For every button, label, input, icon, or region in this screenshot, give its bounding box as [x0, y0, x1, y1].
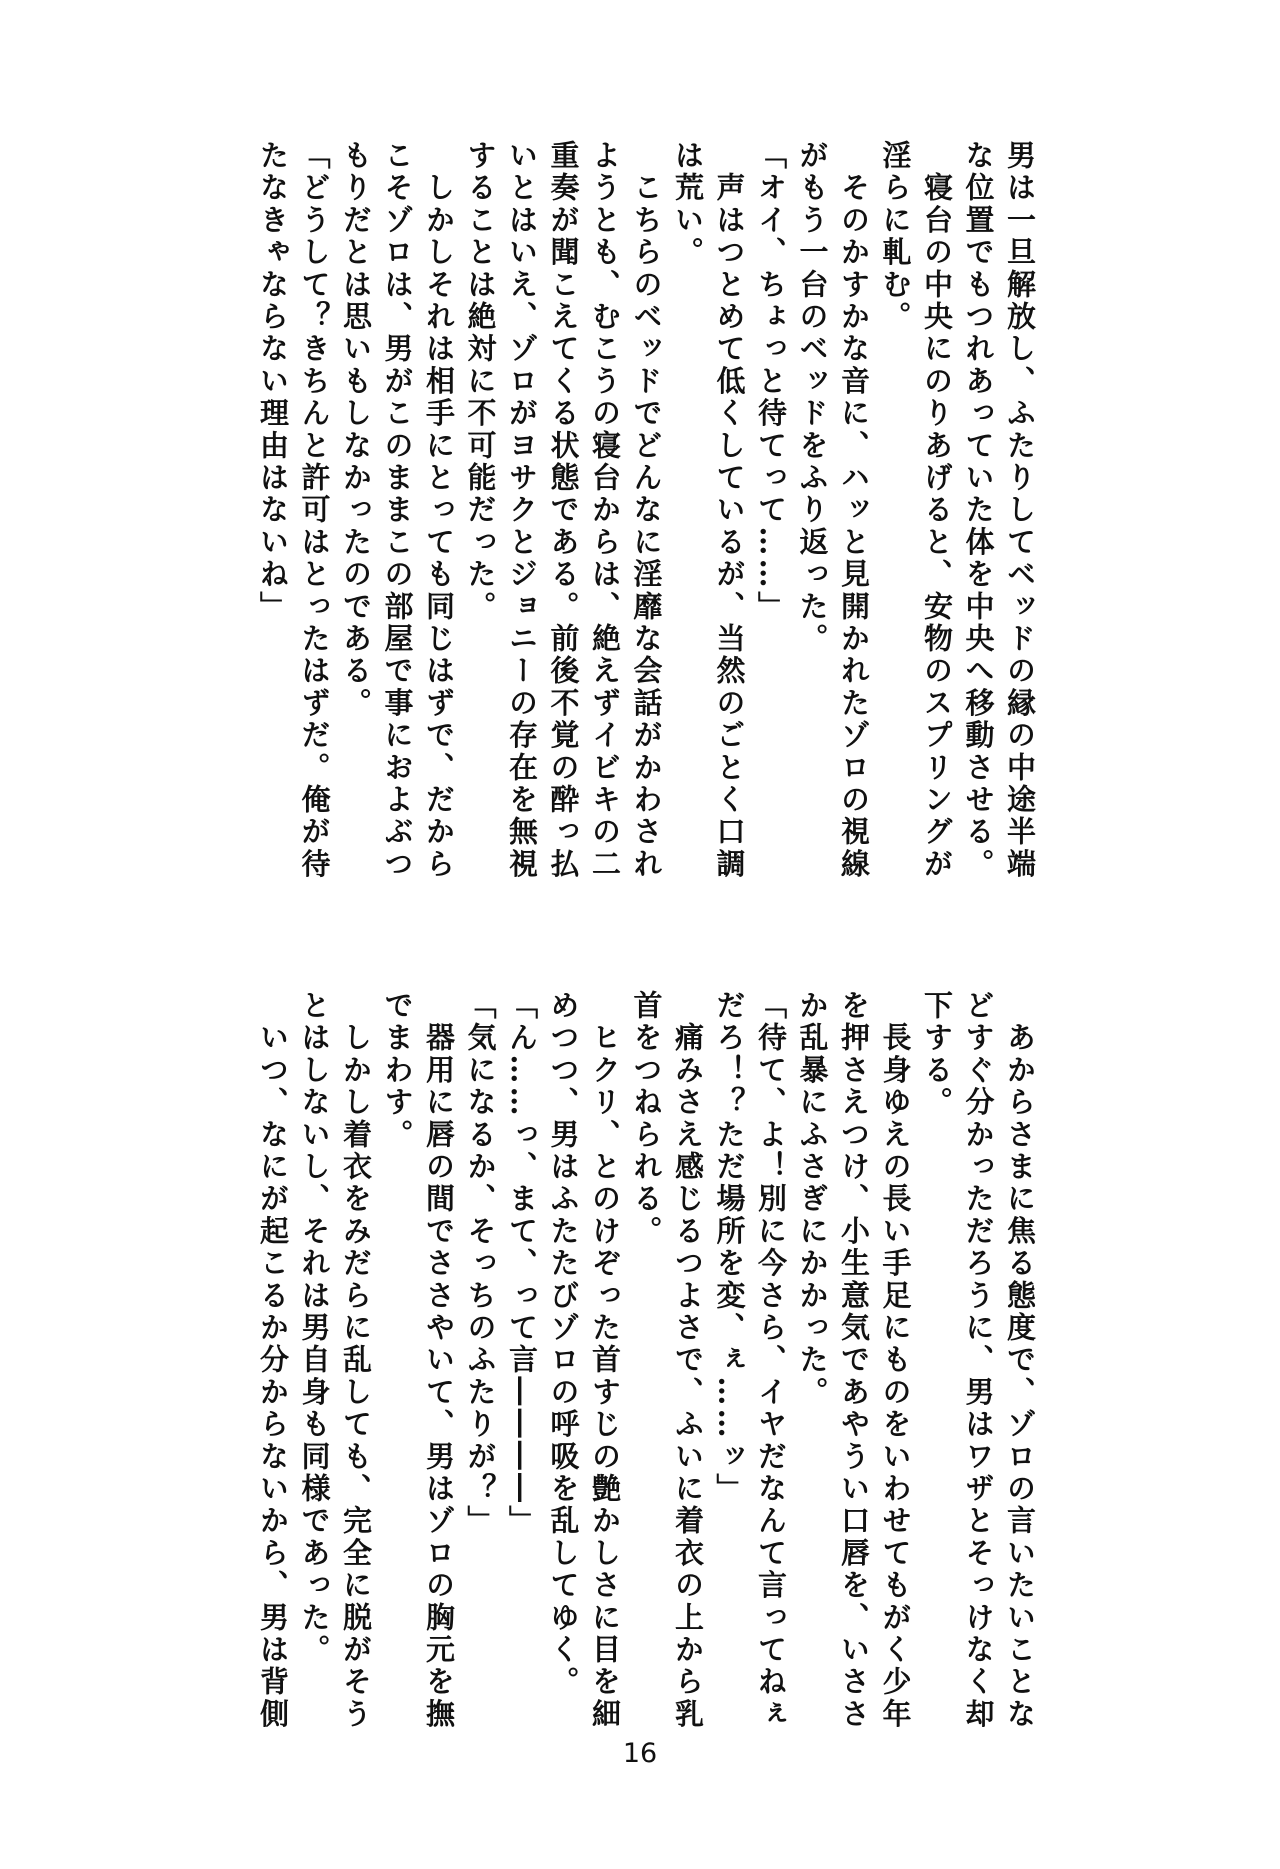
page-number: 16: [622, 1738, 658, 1769]
text-line: 淫らに軋む。: [878, 140, 913, 334]
text-line: 「オイ、ちょっと待てって……」: [754, 140, 788, 623]
text-line: ようとも、むこうの寝台からは、絶えずイビキの二: [588, 140, 622, 881]
text-line: 器用に唇の間でささやいて、男はゾロの胸元を撫: [422, 990, 456, 1731]
text-line: 「ん……っ、まて、って言――――」: [505, 990, 539, 1538]
text-line: こちらのベッドでどんなに淫靡な会話がかわされ: [629, 140, 664, 881]
text-line: 下する。: [920, 990, 954, 1119]
text-line: いとはいえ、ゾロがヨサクとジョニーの存在を無視: [505, 140, 539, 881]
text-line: だろ！？ただ場所を変、ぇ……ッ」: [712, 990, 747, 1506]
text-line: いつ、なにが起こるか分からないから、男は背側: [256, 990, 290, 1731]
text-line: そのかすかな音に、ハッと見開かれたゾロの視線: [837, 140, 871, 881]
text-line: を押さえつけ、小生意気であやうい口唇を、いささ: [837, 990, 871, 1731]
text-line: することは絶対に不可能だった。: [463, 140, 498, 623]
text-line: 寝台の中央にのりあげると、安物のスプリングが: [920, 140, 954, 881]
text-line: 痛みさえ感じるつよさで、ふいに着衣の上から乳: [671, 990, 705, 1731]
text-line: 長身ゆえの長い手足にものをいわせてもがく少年: [878, 990, 913, 1731]
text-line: か乱暴にふさぎにかかった。: [795, 990, 830, 1409]
text-line: あからさまに焦る態度で、ゾロの言いたいことな: [1003, 990, 1037, 1731]
text-line: もりだとは思いもしなかったのである。: [339, 140, 373, 720]
text-block-upper: [190, 140, 1040, 900]
text-line: 重奏が聞こえてくる状態である。前後不覚の酔っ払: [546, 140, 581, 881]
text-line: 首をつねられる。: [629, 990, 664, 1248]
text-line: 「待て、よ！別に今さら、イヤだなんて言ってねぇ: [754, 990, 788, 1731]
text-block-lower: [190, 990, 1040, 1750]
text-line: がもう一台のベッドをふり返った。: [795, 140, 830, 656]
text-line: しかし着衣をみだらに乱しても、完全に脱がそう: [339, 990, 373, 1731]
text-line: 男は一旦解放し、ふたりしてベッドの縁の中途半端: [1003, 140, 1037, 881]
text-line: でまわす。: [380, 990, 415, 1151]
text-line: 「どうして？きちんと許可はとったはずだ。俺が待: [297, 140, 332, 881]
text-line: しかしそれは相手にとっても同じはずで、だから: [422, 140, 456, 881]
text-line: 声はつとめて低くしているが、当然のごとく口調: [712, 140, 747, 881]
text-line: とはしないし、それは男自身も同様であった。: [297, 990, 332, 1667]
text-line: どすぐ分かっただろうに、男はワザとそっけなく却: [961, 990, 996, 1731]
text-line: 「気になるか、そっちのふたりが？」: [463, 990, 498, 1538]
text-line: たなきゃならない理由はないね」: [256, 140, 290, 623]
text-line: な位置でもつれあっていた体を中央へ移動させる。: [961, 140, 996, 881]
text-line: は荒い。: [671, 140, 705, 269]
text-line: めつつ、男はふたたびゾロの呼吸を乱してゆく。: [546, 990, 581, 1699]
text-line: ヒクリ、とのけぞった首すじの艶かしさに目を細: [588, 990, 622, 1731]
text-line: こそゾロは、男がこのままこの部屋で事におよぶつ: [380, 140, 415, 881]
